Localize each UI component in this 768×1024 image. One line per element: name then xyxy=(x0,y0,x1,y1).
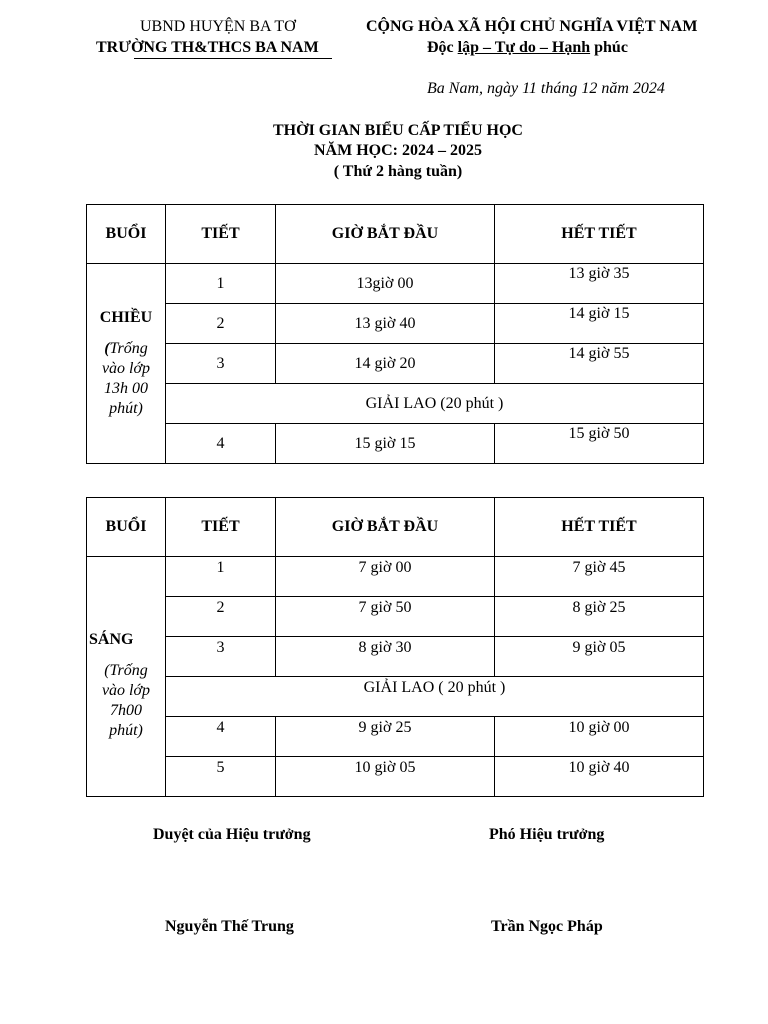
agency-name: UBND HUYỆN BA TƠ xyxy=(140,18,296,35)
start-cell: 14 giờ 20 xyxy=(276,344,495,384)
end-text: 7 giờ 45 xyxy=(572,558,626,576)
signature-left-title: Duyệt của Hiệu trưởng xyxy=(153,826,311,843)
period-cell: 3 xyxy=(166,344,276,384)
end-cell xyxy=(495,637,704,677)
table-row xyxy=(87,717,704,757)
end-text: 15 giờ 50 xyxy=(568,424,630,442)
start-cell xyxy=(276,717,495,757)
session-name: SÁNG xyxy=(89,630,134,648)
start-text: 9 giờ 25 xyxy=(358,718,412,736)
col-header-end: HẾT TIẾT xyxy=(495,205,704,264)
col-header-session: BUỔI xyxy=(87,498,166,557)
table-row xyxy=(87,264,704,304)
period-text: 1 xyxy=(216,558,225,576)
period-text: 4 xyxy=(216,718,225,736)
end-text: 14 giờ 55 xyxy=(568,344,630,362)
break-cell xyxy=(166,677,704,717)
start-cell xyxy=(276,597,495,637)
period-cell xyxy=(166,557,276,597)
start-cell: 13giờ 00 xyxy=(276,264,495,304)
end-cell xyxy=(495,264,704,304)
col-header-session: BUỔI xyxy=(87,205,166,264)
note-paren: ( xyxy=(104,339,110,357)
table-row xyxy=(87,304,704,344)
start-text: 7 giờ 00 xyxy=(358,558,412,576)
col-header-period: TIẾT xyxy=(166,205,276,264)
school-name xyxy=(96,39,319,57)
end-cell xyxy=(495,304,704,344)
end-cell xyxy=(495,344,704,384)
start-text: 10 giờ 05 xyxy=(354,758,416,776)
date-line: Ba Nam, ngày 11 tháng 12 năm 2024 xyxy=(427,80,665,97)
break-row xyxy=(87,677,704,717)
break-cell: GIẢI LAO (20 phút ) xyxy=(166,384,704,424)
start-cell: 13 giờ 40 xyxy=(276,304,495,344)
period-text: 5 xyxy=(216,758,225,776)
end-cell xyxy=(495,424,704,464)
table-row xyxy=(87,557,704,597)
session-cell-morning xyxy=(87,557,166,797)
doc-title: THỜI GIAN BIỂU CẤP TIỂU HỌC xyxy=(273,122,523,139)
period-text: 3 xyxy=(216,638,225,656)
national-title: CỘNG HÒA XÃ HỘI CHỦ NGHĨA VIỆT NAM xyxy=(366,18,698,35)
motto-part-1: Độc xyxy=(427,39,458,56)
table-header-row xyxy=(87,205,704,264)
morning-timetable xyxy=(86,497,704,797)
period-cell xyxy=(166,637,276,677)
end-text: 14 giờ 15 xyxy=(568,304,630,322)
schedule-day: ( Thứ 2 hàng tuần) xyxy=(333,163,463,180)
note-text: Trống xyxy=(109,339,148,357)
break-row xyxy=(87,384,704,424)
motto-part-3: phúc xyxy=(590,39,628,56)
col-header-end: HẾT TIẾT xyxy=(495,498,704,557)
period-cell: 1 xyxy=(166,264,276,304)
table-row xyxy=(87,597,704,637)
signature-left-name: Nguyễn Thế Trung xyxy=(165,918,294,935)
session-note-4: phút) xyxy=(109,721,143,739)
col-header-start: GIỜ BẮT ĐẦU xyxy=(276,205,495,264)
start-cell xyxy=(276,557,495,597)
session-note-2: vào lớp xyxy=(101,359,151,377)
start-text: 8 giờ 30 xyxy=(358,638,412,656)
signature-right-name: Trần Ngọc Pháp xyxy=(491,918,603,935)
end-cell xyxy=(495,557,704,597)
school-name-text: TRƯỜNG TH&THCS BA NAM xyxy=(96,39,319,56)
table-row xyxy=(87,757,704,797)
start-cell xyxy=(276,637,495,677)
period-cell: 2 xyxy=(166,304,276,344)
table-row xyxy=(87,344,704,384)
period-cell xyxy=(166,717,276,757)
period-text: 2 xyxy=(216,598,225,616)
table-row xyxy=(87,637,704,677)
national-motto xyxy=(427,39,628,57)
session-name: CHIỀU xyxy=(99,308,153,326)
end-cell xyxy=(495,757,704,797)
end-text: 8 giờ 25 xyxy=(572,598,626,616)
end-text: 10 giờ 00 xyxy=(568,718,630,736)
motto-part-2: lập – Tự do – Hạnh xyxy=(457,39,591,56)
end-text: 13 giờ 35 xyxy=(568,264,630,282)
session-note-2: vào lớp xyxy=(101,681,151,699)
col-header-start: GIỜ BẮT ĐẦU xyxy=(276,498,495,557)
col-header-period: TIẾT xyxy=(166,498,276,557)
break-text: GIẢI LAO ( 20 phút ) xyxy=(363,678,506,696)
period-cell xyxy=(166,597,276,637)
end-text: 9 giờ 05 xyxy=(572,638,626,656)
session-note-1 xyxy=(87,339,165,359)
session-cell-afternoon xyxy=(87,264,166,464)
signature-right-title: Phó Hiệu trưởng xyxy=(489,826,605,843)
afternoon-timetable xyxy=(86,204,704,464)
table-header-row xyxy=(87,498,704,557)
end-text: 10 giờ 40 xyxy=(568,758,630,776)
session-note-1: (Trống xyxy=(104,661,148,679)
school-underline xyxy=(134,58,332,59)
school-year: NĂM HỌC: 2024 – 2025 xyxy=(314,142,482,159)
session-note-4: phút) xyxy=(109,399,143,417)
end-cell xyxy=(495,717,704,757)
period-cell: 4 xyxy=(166,424,276,464)
period-cell xyxy=(166,757,276,797)
start-text: 7 giờ 50 xyxy=(358,598,412,616)
session-note-3: 13h 00 xyxy=(104,379,148,397)
end-cell xyxy=(495,597,704,637)
start-cell: 15 giờ 15 xyxy=(276,424,495,464)
session-note-3: 7h00 xyxy=(110,701,142,719)
start-cell xyxy=(276,757,495,797)
table-row xyxy=(87,424,704,464)
